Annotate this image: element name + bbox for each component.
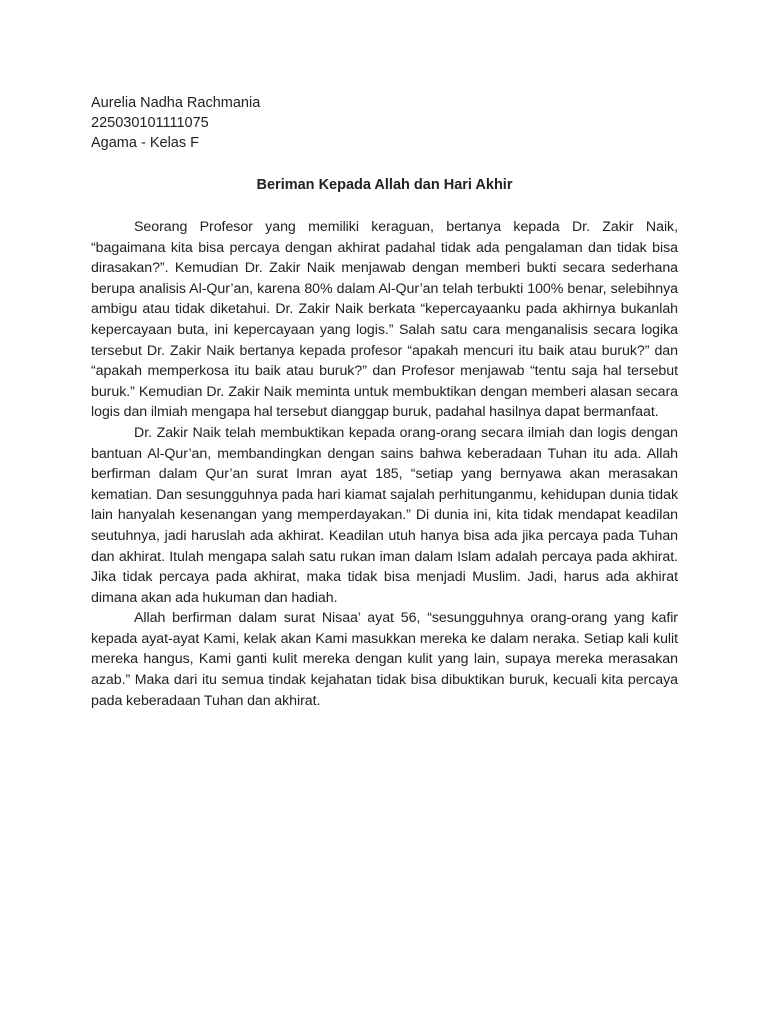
paragraph-1: Seorang Profesor yang memiliki keraguan, bertanya kepada Dr. Zakir Naik, “bagaimana kita bisa percaya dengan akhirat padahal tidak ada pengalaman dan tidak bisa dirasakan?”. Kemudian Dr. Zakir Naik menjawab dengan memberi bukti secara sederhana berupa analisis Al-Qur’an, karena 80% dalam Al-Qur’an telah terbukti 100% benar, selebihnya ambigu atau tidak diketahui. Dr. Zakir Naik berkata “kepercayaanku pada akhirnya bukanlah kepercayaan buta, ini kepercayaan yang logis.” Salah satu cara menganalisis secara logika tersebut Dr. Zakir Naik bertanya kepada profesor “apakah mencuri itu baik atau buruk?” dan “apakah memperkosa itu baik atau buruk?” dan Profesor menjawab “tentu saja hal tersebut buruk.” Kemudian Dr. Zakir Naik meminta untuk membuktikan dengan memberi alasan secara logis dan ilmiah mengapa hal tersebut dianggap buruk, padahal hasilnya dapat bermanfaat. <box>91 219 678 421</box>
student-id: 225030101111075 <box>91 115 209 131</box>
course-info: Agama - Kelas F <box>91 135 199 151</box>
document-title: Beriman Kepada Allah dan Hari Akhir <box>256 177 513 193</box>
paragraph-2: Dr. Zakir Naik telah membuktikan kepada orang-orang secara ilmiah dan logis dengan bantuan Al-Qur’an, membandingkan dengan sains bahwa keberadaan Tuhan itu ada. Allah berfirman dalam Qur’an surat Imran ayat 185, “setiap yang bernyawa akan merasakan kematian. Dan sesungguhnya pada hari kiamat sajalah perhitunganmu, kehidupan dunia tidak lain hanyalah kesenangan yang memperdayakan.” Di dunia ini, kita tidak mendapat keadilan seutuhnya, jadi haruslah ada akhirat. Keadilan utuh hanya bisa ada jika percaya pada Tuhan dan akhirat. Itulah mengapa salah satu rukan iman dalam Islam adalah percaya pada akhirat. Jika tidak percaya pada akhirat, maka tidak bisa menjadi Muslim. Jadi, harus ada akhirat dimana akan ada hukuman dan hadiah. <box>91 424 678 606</box>
author-info <box>91 93 681 153</box>
author-name: Aurelia Nadha Rachmania <box>91 95 261 111</box>
document-body <box>91 217 678 711</box>
paragraph-3: Allah berfirman dalam surat Nisaa’ ayat 56, “sesungguhnya orang-orang yang kafir kepada ayat-ayat Kami, kelak akan Kami masukkan mereka ke dalam neraka. Setiap kali kulit mereka hangus, Kami ganti kulit mereka dengan kulit yang lain, supaya mereka merasakan azab.” Maka dari itu semua tindak kejahatan tidak bisa dibuktikan buruk, kecuali kita percaya pada keberadaan Tuhan dan akhirat. <box>91 610 678 709</box>
